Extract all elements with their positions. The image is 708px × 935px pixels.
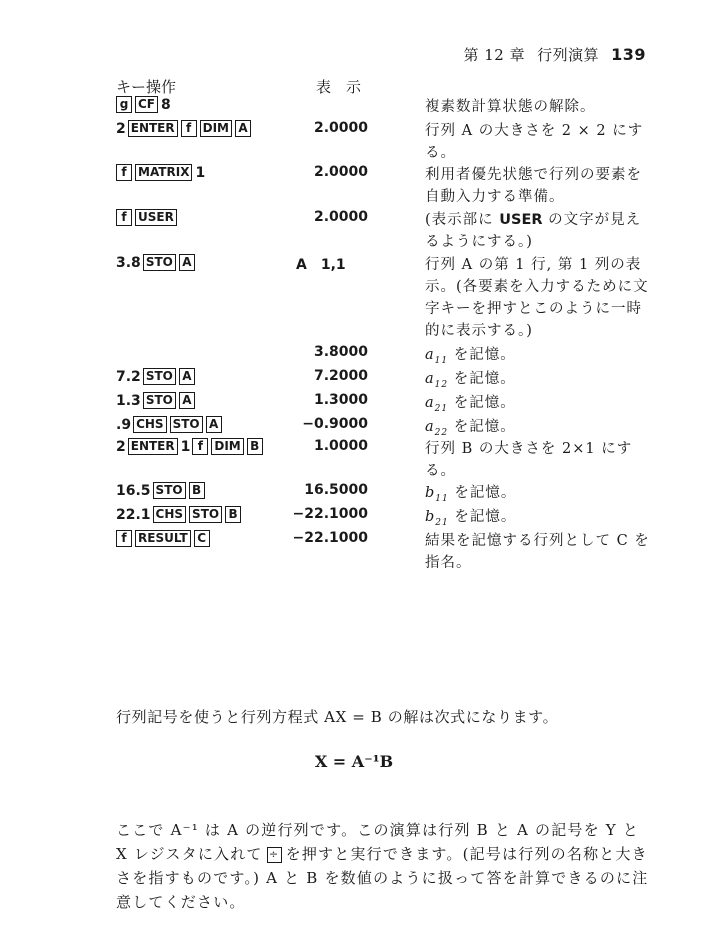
table-row xyxy=(0,416,708,438)
key-enter: ENTER xyxy=(128,120,178,137)
table-row xyxy=(0,530,708,571)
display-value: 1.3000 xyxy=(313,392,368,408)
key-text: 16.5 xyxy=(116,482,151,499)
key-a: A xyxy=(206,416,222,433)
key-f: f xyxy=(116,209,132,226)
key-sequence xyxy=(116,164,205,181)
body-paragraph: 行列記号を使うと行列方程式 AX = B の解は次式になります。 xyxy=(116,708,559,726)
key-enter: ENTER xyxy=(128,438,178,455)
row-description: $b_{11}$ を記憶。 xyxy=(425,485,517,504)
display-value: 2.0000 xyxy=(313,164,368,180)
row-description: 複素数計算状態の解除。 xyxy=(425,99,596,115)
key-sto: STO xyxy=(170,416,203,433)
display-value: 1.0000 xyxy=(313,438,368,454)
row-description: $a_{22}$ を記憶。 xyxy=(425,419,516,438)
key-a: A xyxy=(179,392,195,409)
table-row xyxy=(0,96,708,118)
key-sto: STO xyxy=(189,506,222,523)
display-value: 7.2000 xyxy=(313,368,368,384)
running-header xyxy=(463,44,646,65)
row-description: 結果を記憶する行列として C を指名。 xyxy=(425,533,650,571)
key-text: .9 xyxy=(116,416,132,433)
table-row xyxy=(0,438,708,479)
key-text: 2 xyxy=(116,438,126,455)
key-a: A xyxy=(179,368,195,385)
display-value: 3.8000 xyxy=(313,344,368,360)
display-value: −0.9000 xyxy=(302,416,368,432)
key-text: 1 xyxy=(180,438,191,455)
key-result: RESULT xyxy=(135,530,191,547)
key-sequence xyxy=(116,209,178,226)
display-column-header: 表 示 xyxy=(316,78,362,96)
element-var: $a_{21}$ xyxy=(425,395,449,414)
key-f: f xyxy=(116,530,132,547)
key-sequence xyxy=(116,96,171,113)
key-matrix: MATRIX xyxy=(135,164,192,181)
row-description: $a_{11}$ を記憶。 xyxy=(425,347,516,366)
key-text: 22.1 xyxy=(116,506,151,523)
row-description: 行列 B の大きさを 2×1 にする。 xyxy=(425,441,633,479)
key-sequence xyxy=(116,482,206,499)
key-sequence xyxy=(116,392,196,409)
key-c: C xyxy=(194,530,210,547)
key-a: A xyxy=(179,254,195,271)
display-value: A 1,1 xyxy=(296,257,346,273)
table-row xyxy=(0,254,708,339)
table-row xyxy=(0,368,708,390)
key-sto: STO xyxy=(153,482,186,499)
key-b: B xyxy=(189,482,205,499)
display-value: 2.0000 xyxy=(313,209,368,225)
display-value: 16.5000 xyxy=(304,482,368,498)
key-f: f xyxy=(116,164,132,181)
key-f: f xyxy=(181,120,197,137)
row-description: $a_{12}$ を記憶。 xyxy=(425,371,516,390)
element-var: $a_{22}$ xyxy=(425,419,449,438)
element-var: $b_{11}$ xyxy=(425,485,449,504)
table-row xyxy=(0,344,708,366)
key-sequence xyxy=(116,120,252,137)
key-b: B xyxy=(247,438,263,455)
chapter-title: 行列演算 xyxy=(537,46,600,64)
row-description xyxy=(425,209,650,253)
key-sequence xyxy=(116,416,223,433)
display-value: 2.0000 xyxy=(313,120,368,136)
display-value: −22.1000 xyxy=(292,530,368,546)
key-dim: DIM xyxy=(211,438,243,455)
page-number: 139 xyxy=(611,45,646,64)
key-chs: CHS xyxy=(133,416,167,433)
key-chs: CHS xyxy=(153,506,187,523)
key-user: USER xyxy=(135,209,177,226)
key-sequence xyxy=(116,506,242,523)
key-sequence xyxy=(116,530,211,547)
table-row xyxy=(0,482,708,504)
equation: X = A⁻¹B xyxy=(314,752,394,771)
element-var: $a_{12}$ xyxy=(425,371,449,390)
row-description: $a_{21}$ を記憶。 xyxy=(425,395,516,414)
key-sto: STO xyxy=(143,368,176,385)
key-text: 8 xyxy=(161,96,171,113)
element-var: $b_{21}$ xyxy=(425,509,449,528)
key-sto: STO xyxy=(143,254,176,271)
key-sequence xyxy=(116,254,196,271)
key-text: 1 xyxy=(195,164,206,181)
row-description: 行列 A の大きさを 2 × 2 にする。 xyxy=(425,123,644,161)
key-sequence xyxy=(116,438,264,455)
divide-key-icon: ÷ xyxy=(267,847,282,863)
desc-text: (表示部に xyxy=(425,212,500,228)
desc-text: の文字が見えるようにする。) xyxy=(425,212,642,250)
desc-user-word: USER xyxy=(499,212,543,228)
key-text: 2 xyxy=(116,120,126,137)
key-text: 7.2 xyxy=(116,368,141,385)
table-row xyxy=(0,209,708,250)
table-row xyxy=(0,506,708,528)
table-row xyxy=(0,164,708,205)
keys-column-header: キー操作 xyxy=(116,78,177,96)
body-paragraph xyxy=(116,818,656,914)
paragraph-text: を押すと実行できます。(記号は行列の名称と大きさを指すものです。) A と B を数値のように扱って答を計算できるのに注意してください。 xyxy=(116,845,649,911)
chapter-number: 第 12 章 xyxy=(463,46,526,64)
key-sto: STO xyxy=(143,392,176,409)
table-row xyxy=(0,120,708,161)
key-sequence xyxy=(116,368,196,385)
key-cf: CF xyxy=(135,96,158,113)
row-description: $b_{21}$ を記憶。 xyxy=(425,509,517,528)
key-a: A xyxy=(235,120,251,137)
row-description: 行列 A の第 1 行, 第 1 列の表示。(各要素を入力するために文字キーを押すとこのように一時的に表示する。) xyxy=(425,257,649,339)
paragraph-text: ここで A⁻¹ は A の逆行列です。この演算は行列 B と A の記号を Y と X レジスタに入れて xyxy=(116,821,640,863)
key-f: f xyxy=(192,438,208,455)
key-text: 1.3 xyxy=(116,392,141,409)
key-dim: DIM xyxy=(200,120,232,137)
table-row xyxy=(0,392,708,414)
key-g: g xyxy=(116,96,132,113)
element-var: $a_{11}$ xyxy=(425,347,449,366)
display-value: −22.1000 xyxy=(292,506,368,522)
key-b: B xyxy=(225,506,241,523)
key-text: 3.8 xyxy=(116,254,141,271)
row-description: 利用者優先状態で行列の要素を自動入力する準備。 xyxy=(425,167,642,205)
